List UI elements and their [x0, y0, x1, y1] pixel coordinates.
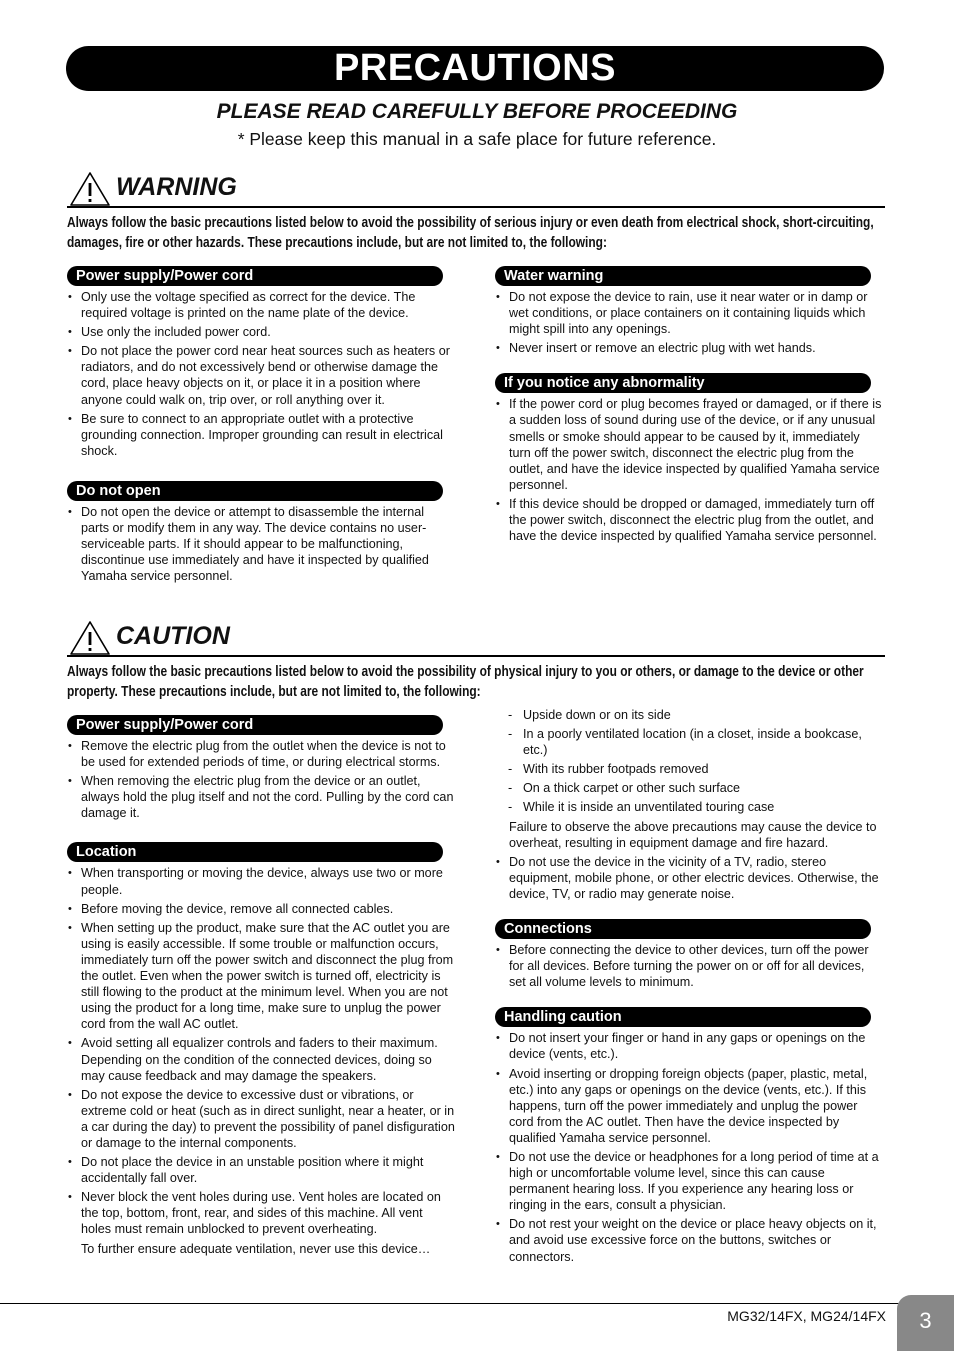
section-do-not-open: Do not open	[67, 481, 443, 501]
list-item: - In a poorly ventilated location (in a closet, inside a bookcase, etc.)	[495, 726, 883, 758]
ventilation-continued: To further ensure adequate ventilation, never use this device…	[81, 1241, 431, 1256]
list-item: • Avoid inserting or dropping foreign objects (paper, plastic, metal, etc.) into any gaps or openings on the device (vents, etc.). If this happens, turn off the power immediately and unplug the power cord from the AC outlet. Then have the device inspected by qualified Yamaha service personnel.	[495, 1066, 883, 1146]
list-item: - On a thick carpet or other such surface	[495, 780, 883, 796]
list-item: • Before connecting the device to other devices, turn off the power for all devices. Before turning the power on or off for all devices, set all volume levels to minimum.	[495, 942, 883, 990]
warning-header	[67, 173, 885, 208]
caution-triangle-icon	[69, 620, 111, 656]
section-abnormality: If you notice any abnormality	[495, 373, 871, 393]
caution-intro: Always follow the basic precautions listed below to avoid the possibility of physical injury to you or others, or damage to the device or other property. These precautions include, but are not limited to, the following:	[67, 664, 864, 700]
page-number: 3	[897, 1295, 954, 1351]
warning-heading: WARNING	[116, 173, 237, 201]
water-warning-list	[495, 289, 883, 356]
list-item: • Do not expose the device to excessive dust or vibrations, or extreme cold or heat (such as in direct sunlight, near a heater, or in a car during the day) to prevent the possibility of panel disfiguration or damage to the internal components.	[67, 1087, 455, 1151]
caution-heading: CAUTION	[116, 622, 230, 650]
list-item: • Do not use the device in the vicinity of a TV, radio, stereo equipment, mobile phone, or other electric devices. Otherwise, the device, TV, or radio may generate noise.	[495, 854, 883, 902]
list-item: • Avoid setting all equalizer controls and faders to their maximum. Depending on the condition of the connected devices, doing so may cause feedback and may damage the speakers.	[67, 1035, 455, 1083]
abnormality-list	[495, 396, 883, 544]
list-item: • Do not insert your finger or hand in any gaps or openings on the device (vents, etc.).	[495, 1030, 883, 1062]
do-not-open-list	[67, 504, 455, 584]
failure-note: Failure to observe the above precautions may cause the device to overheat, resulting in equipment damage and fire hazard.	[509, 819, 877, 850]
section-handling-caution: Handling caution	[495, 1007, 871, 1027]
reference-note: * Please keep this manual in a safe place for future reference.	[237, 129, 717, 149]
section-power-supply: Power supply/Power cord	[67, 715, 443, 735]
list-item: • When setting up the product, make sure that the AC outlet you are using is easily accessible. If some trouble or malfunction occurs, immediately turn off the power switch and disconnect the plug from the outlet. Even when the power switch is turned off, electricity is still flowing to the product at the minimum level. When you are not using the product for a long time, make sure to unplug the power cord from the wall AC outlet.	[67, 920, 455, 1033]
connections-list	[495, 942, 883, 990]
list-item: • When transporting or moving the device, always use two or more people.	[67, 865, 455, 897]
section-water-warning: Water warning	[495, 266, 871, 286]
section-location: Location	[67, 842, 443, 862]
list-item: • Remove the electric plug from the outlet when the device is not to be used for extended periods of time, or during electrical storms.	[67, 738, 455, 770]
subtitle: PLEASE READ CAREFULLY BEFORE PROCEEDING	[216, 100, 738, 123]
warning-intro: Always follow the basic precautions listed below to avoid the possibility of serious injury or even death from electrical shock, short-circuiting, damages, fire or other hazards. These precautions include, but are not limited to, the following:	[67, 215, 874, 251]
warning-right-column	[495, 266, 883, 547]
list-item: • Do not expose the device to rain, use it near water or in damp or wet conditions, or place containers on it containing liquids which might spill into any openings.	[495, 289, 883, 337]
caution-right-column	[495, 707, 883, 1268]
list-item: • Use only the included power cord.	[67, 324, 455, 340]
location-list	[67, 865, 455, 1237]
list-item: • Do not rest your weight on the device or place heavy objects on it, and avoid use excessive force on the buttons, switches or connectors.	[495, 1216, 883, 1264]
list-item: • Be sure to connect to an appropriate outlet with a protective grounding connection. Improper grounding can result in electrical shock.	[67, 411, 455, 459]
list-item: - Upside down or on its side	[495, 707, 883, 723]
list-item: • Never insert or remove an electric plug with wet hands.	[495, 340, 883, 356]
tv-note-list	[495, 854, 883, 902]
page-title: PRECAUTIONS	[333, 47, 617, 89]
list-item: • Do not open the device or attempt to disassemble the internal parts or modify them in any way. The device contains no user-serviceable parts. If it should appear to be malfunctioning, discontinue use immediately and have it inspected by qualified Yamaha service personnel.	[67, 504, 455, 584]
list-item: • Do not use the device or headphones for a long period of time at a high or uncomfortable volume level, since this can cause permanent hearing loss. If you experience any hearing loss or ringing in the ears, consult a physician.	[495, 1149, 883, 1213]
caution-header	[67, 622, 885, 657]
handling-list	[495, 1030, 883, 1264]
power-supply-list	[67, 289, 455, 459]
list-item: • If this device should be dropped or damaged, immediately turn off the power switch, disconnect the electric plug from the outlet, and have the device inspected by qualified Yamaha service personnel.	[495, 496, 883, 544]
title-banner	[66, 46, 884, 91]
warning-left-column	[67, 266, 455, 587]
list-item: - With its rubber footpads removed	[495, 761, 883, 777]
list-item: • Before moving the device, remove all connected cables.	[67, 901, 455, 917]
list-item: • Do not place the power cord near heat sources such as heaters or radiators, and do not excessively bend or otherwise damage the cord, place heavy objects on it, or place it in a position where anyone could walk on, trip over, or roll anything over it.	[67, 343, 455, 407]
caution-power-list	[67, 738, 455, 821]
section-connections: Connections	[495, 919, 871, 939]
list-item: - While it is inside an unventilated touring case	[495, 799, 883, 815]
list-item: • When removing the electric plug from the device or an outlet, always hold the plug itself and not the cord. Pulling by the cord can damage it.	[67, 773, 455, 821]
list-item: • Do not place the device in an unstable position where it might accidentally fall over.	[67, 1154, 455, 1186]
list-item: • If the power cord or plug becomes frayed or damaged, or if there is a sudden loss of sound during use of the device, or if any unusual smells or smoke should appear to be caused by it, immediately turn off the power switch, disconnect the electric plug from the outlet, and have the idevice inspected by qualified Yamaha service personnel.	[495, 396, 883, 493]
section-power-supply: Power supply/Power cord	[67, 266, 443, 286]
list-item: • Never block the vent holes during use. Vent holes are located on the top, bottom, front, rear, and sides of this machine. All vent holes must remain unblocked to prevent overheating.	[67, 1189, 455, 1237]
warning-triangle-icon	[69, 171, 111, 207]
list-item: • Only use the voltage specified as correct for the device. The required voltage is printed on the name plate of the device.	[67, 289, 455, 321]
footer-divider	[0, 1303, 954, 1304]
caution-left-column	[67, 715, 455, 1260]
model-name: MG32/14FX, MG24/14FX	[727, 1308, 886, 1324]
ventilation-conditions-list	[495, 707, 883, 816]
